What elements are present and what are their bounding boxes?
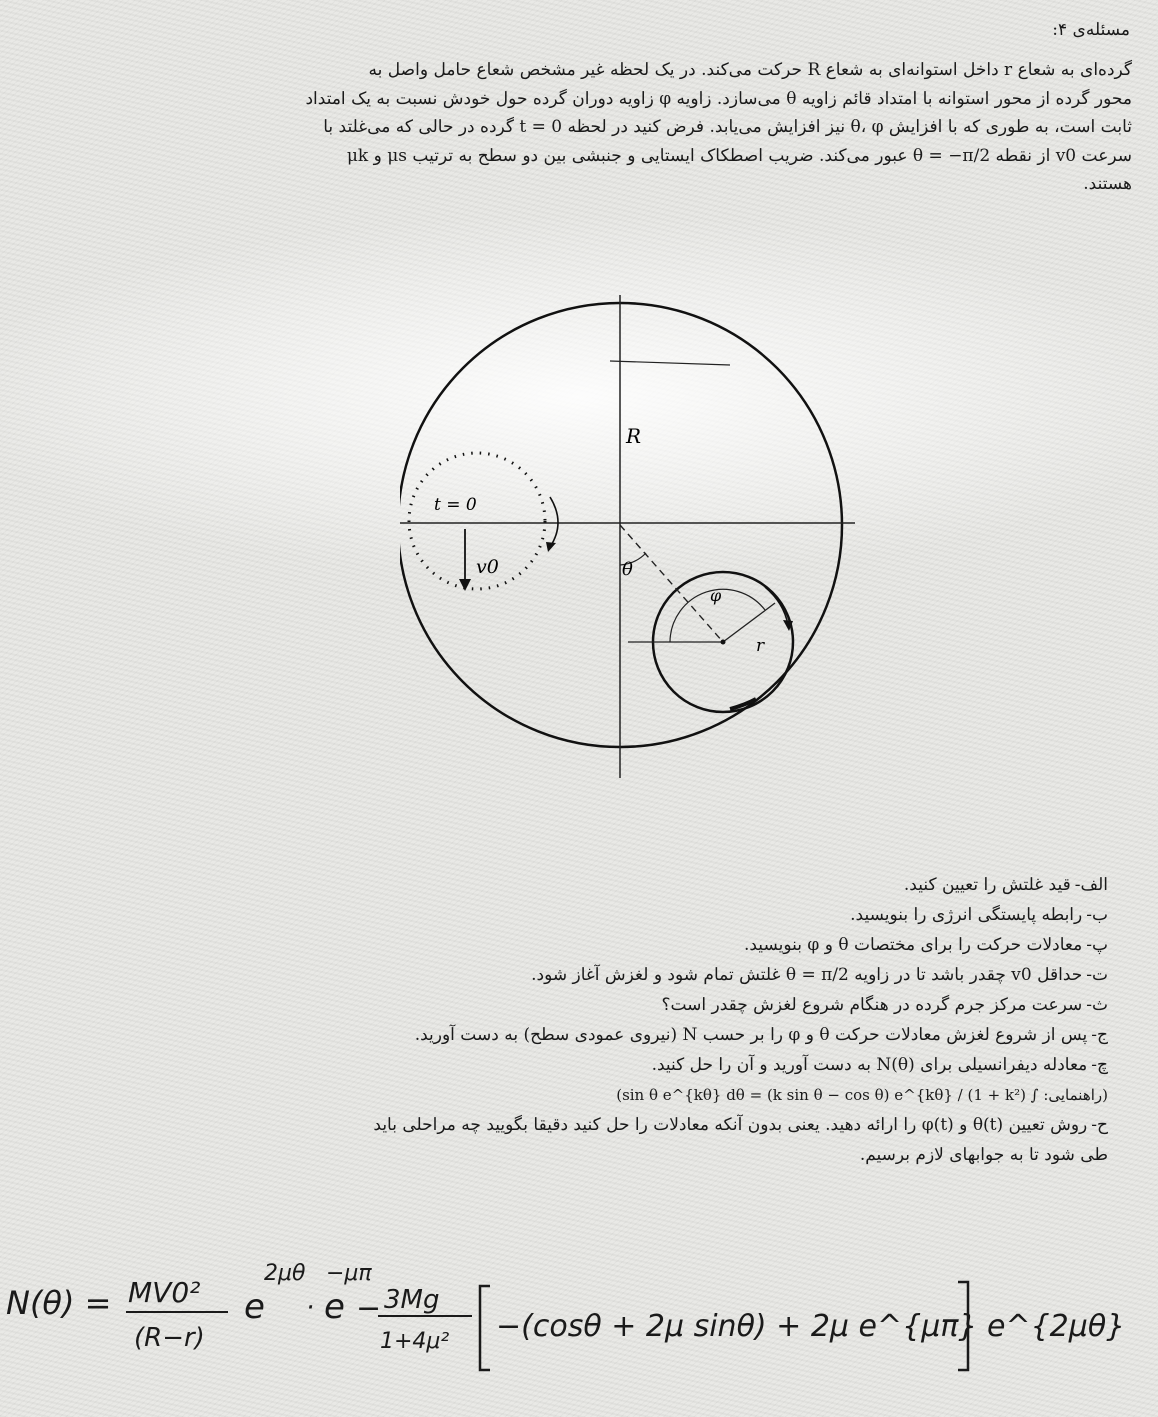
question-item (58, 960, 1108, 990)
handwritten-answer (6, 1258, 1146, 1408)
intro-line: گرده‌ای به شعاع r داخل استوانه‌ای به شعاع R حرکت می‌کند. در یک لحظه غیر مشخص شعاع حامل واصل به (368, 60, 1132, 80)
question-continuation: طی شود تا به جوابهای لازم برسیم. (859, 1145, 1108, 1165)
label-theta: θ (622, 559, 633, 580)
question-text: معادله دیفرانسیلی برای N(θ) به دست آورید و آن را حل کنید. (651, 1055, 1088, 1075)
question-list (58, 870, 1108, 1170)
label-t0: t = 0 (434, 495, 477, 515)
label-phi: φ (710, 586, 722, 605)
question-item (58, 930, 1108, 960)
cylinder-outline (400, 303, 842, 747)
rolling-rotation-arrow (765, 587, 788, 625)
answer-e2: e (324, 1287, 345, 1327)
intro-line: هستند. (1083, 174, 1132, 194)
question-text: حداقل v0 چقدر باشد تا در زاویه θ = π/2 غلتش تمام شود و لغزش آغاز شود. (531, 965, 1083, 985)
question-text: معادلات حرکت را برای مختصات θ و φ بنویسید. (743, 935, 1083, 955)
problem-title: مسئله‌ی ۴: (1052, 20, 1130, 40)
question-label: الف- (1074, 875, 1108, 895)
question-item (58, 900, 1108, 930)
answer-frac1-den: (R−r) (134, 1323, 205, 1353)
question-text: قید غلتش را تعیین کنید. (903, 875, 1071, 895)
answer-frac2-num: 3Mg (384, 1285, 440, 1315)
question-item (58, 1110, 1108, 1140)
label-r: r (756, 636, 765, 656)
question-label: ج- (1091, 1025, 1108, 1045)
question-label: ت- (1086, 965, 1108, 985)
theta-radius-line (620, 525, 723, 642)
question-text: سرعت مرکز جرم گرده در هنگام شروع لغزش چقدر است؟ (661, 995, 1083, 1015)
question-label: ب- (1086, 905, 1108, 925)
intro-line: محور گرده از محور استوانه با امتداد قائم زاویه θ می‌سازد. زاویه φ زاویه دوران گرده حول خودش نسبت به یک امتداد (305, 88, 1132, 109)
hint-text: (راهنمایی: ∫ sin θ e^{kθ} dθ = (k sin θ − cos θ) e^{kθ} / (1 + k²)) (616, 1086, 1108, 1104)
answer-minus: − (356, 1291, 382, 1326)
question-item (58, 1050, 1108, 1080)
question-item (58, 990, 1108, 1020)
answer-bracket-content: −(cosθ + 2μ sinθ) + 2μ e^{μπ} e^{2μθ} (496, 1309, 1126, 1344)
question-label: ح- (1091, 1115, 1108, 1135)
diagram-svg (400, 285, 860, 785)
intro-line: سرعت v0 از نقطه θ = −π/2 عبور می‌کند. ضریب اصطکاک ایستایی و جنبشی بین دو سطح به ترتیب μs و μk (346, 145, 1132, 166)
question-label: پ- (1086, 935, 1108, 955)
label-v0: v0 (476, 556, 499, 578)
question-text: پس از شروع لغزش معادلات حرکت θ و φ را بر حسب N (نیروی عمودی سطح) به دست آورید. (414, 1025, 1088, 1045)
question-label: ث- (1086, 995, 1108, 1015)
question-text: رابطه پایستگی انرژی را بنویسید. (850, 905, 1083, 925)
intro-line: ثابت است، به طوری که با افزایش θ، φ نیز افزایش می‌یابد. فرض کنید در لحظه t = 0 گرده در حالی که می‌غلتد با (323, 117, 1132, 137)
question-text: روش تعیین θ(t) و φ(t) را ارائه دهید. یعنی بدون آنکه معادلات را حل کنید دقیقا بگویید چه مراحلی باید (373, 1115, 1088, 1135)
answer-svg (6, 1258, 1146, 1408)
initial-rotation-arrowhead (546, 542, 556, 552)
radius-tick (610, 361, 730, 365)
answer-exp1: 2μθ (264, 1261, 306, 1286)
answer-exp2: −μπ (326, 1261, 372, 1286)
problem-statement (32, 56, 1132, 199)
initial-rotation-arrow (550, 497, 558, 547)
answer-left-bracket (480, 1286, 490, 1370)
question-item (58, 1020, 1108, 1050)
answer-frac2-den: 1+4μ² (380, 1329, 450, 1354)
answer-e1: e (244, 1287, 265, 1327)
disk-radius (723, 603, 775, 642)
answer-lhs: N(θ) = (6, 1284, 112, 1322)
cylinder-diagram (400, 285, 860, 785)
answer-dot: · (306, 1293, 315, 1323)
velocity-arrowhead (459, 579, 471, 591)
disk-center-dot (721, 640, 726, 645)
question-label: چ- (1091, 1055, 1108, 1075)
answer-frac1-num: MV0² (128, 1276, 201, 1309)
question-item (58, 870, 1108, 900)
label-R: R (626, 424, 642, 448)
